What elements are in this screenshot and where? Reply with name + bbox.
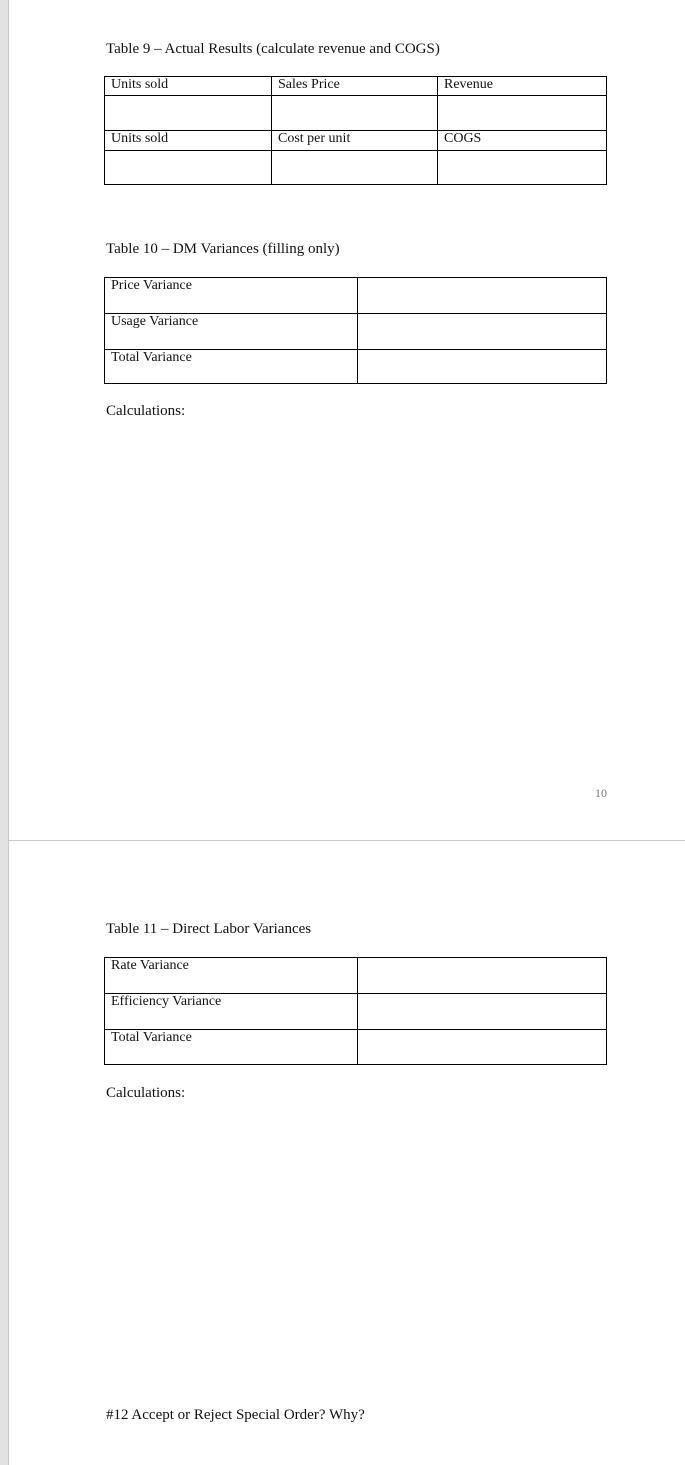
calculations-label: Calculations: bbox=[106, 403, 186, 419]
input-cell-usage-variance[interactable] bbox=[358, 314, 607, 350]
table-row bbox=[105, 314, 607, 350]
input-cell-cost-per-unit[interactable] bbox=[272, 151, 438, 185]
header-cell-revenue: Revenue bbox=[438, 77, 607, 96]
input-cell-total-variance[interactable] bbox=[358, 350, 607, 384]
table-row bbox=[105, 151, 607, 185]
label-cell-total-variance: Total Variance bbox=[105, 1030, 358, 1065]
header-cell-units-sold: Units sold bbox=[105, 77, 272, 96]
input-cell-units-sold[interactable] bbox=[105, 151, 272, 185]
table-11-direct-labor-variances bbox=[104, 957, 607, 1065]
table-row bbox=[105, 958, 607, 994]
page-number: 10 bbox=[595, 786, 607, 800]
input-cell-sales-price[interactable] bbox=[272, 96, 438, 131]
table-row bbox=[105, 994, 607, 1030]
table-10-dm-variances bbox=[104, 277, 607, 384]
label-cell-rate-variance: Rate Variance bbox=[105, 958, 358, 994]
page-divider bbox=[8, 840, 685, 841]
table-11-caption: Table 11 – Direct Labor Variances bbox=[106, 921, 312, 937]
document-left-margin bbox=[0, 0, 9, 1465]
header-cell-sales-price: Sales Price bbox=[272, 77, 438, 96]
table-row bbox=[105, 350, 607, 384]
input-cell-rate-variance[interactable] bbox=[358, 958, 607, 994]
header-cell-units-sold: Units sold bbox=[105, 131, 272, 151]
input-cell-revenue[interactable] bbox=[438, 96, 607, 131]
input-cell-price-variance[interactable] bbox=[358, 278, 607, 314]
input-cell-cogs[interactable] bbox=[438, 151, 607, 185]
label-cell-usage-variance: Usage Variance bbox=[105, 314, 358, 350]
table-row bbox=[105, 77, 607, 96]
table-row bbox=[105, 96, 607, 131]
table-9-actual-results bbox=[104, 76, 607, 185]
table-row bbox=[105, 1030, 607, 1065]
input-cell-units-sold[interactable] bbox=[105, 96, 272, 131]
input-cell-total-variance[interactable] bbox=[358, 1030, 607, 1065]
special-order-question: #12 Accept or Reject Special Order? Why? bbox=[106, 1407, 365, 1423]
label-cell-price-variance: Price Variance bbox=[105, 278, 358, 314]
label-cell-total-variance: Total Variance bbox=[105, 350, 358, 384]
table-row bbox=[105, 131, 607, 151]
label-cell-efficiency-variance: Efficiency Variance bbox=[105, 994, 358, 1030]
header-cell-cost-per-unit: Cost per unit bbox=[272, 131, 438, 151]
calculations-label: Calculations: bbox=[106, 1085, 186, 1101]
table-10-caption: Table 10 – DM Variances (filling only) bbox=[106, 241, 340, 257]
table-row bbox=[105, 278, 607, 314]
header-cell-cogs: COGS bbox=[438, 131, 607, 151]
input-cell-efficiency-variance[interactable] bbox=[358, 994, 607, 1030]
table-9-caption: Table 9 – Actual Results (calculate revenue and COGS) bbox=[106, 41, 440, 57]
